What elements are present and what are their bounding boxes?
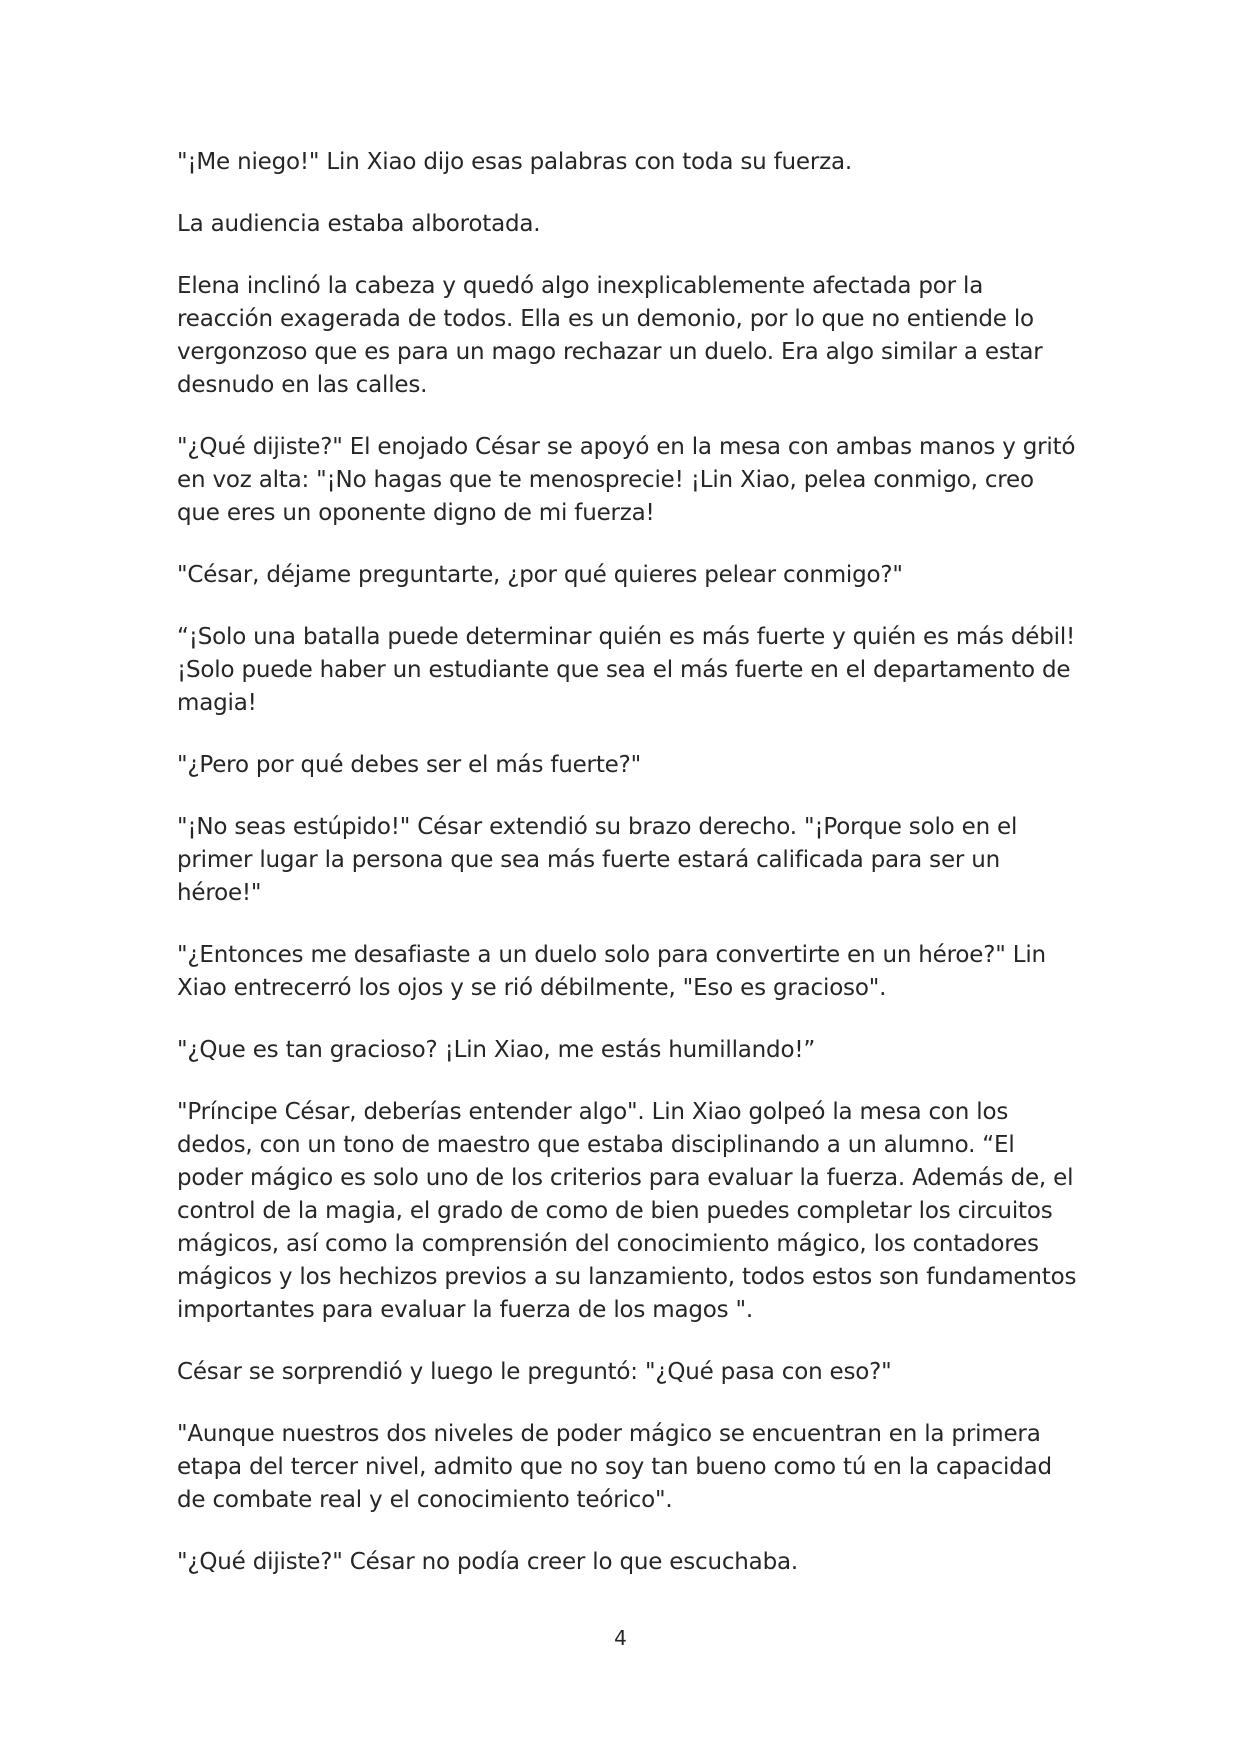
paragraph-3: Elena inclinó la cabeza y quedó algo inexplicablemente afectada por la reacción exagerada de todos. Ella es un demonio, por lo que no entiende lo vergonzoso que es para un mago rechazar un duelo. Era algo similar a estar desnudo en las calles. [177, 273, 1043, 398]
paragraph-5: "César, déjame preguntarte, ¿por qué quieres pelear conmigo?" [177, 562, 903, 588]
paragraph-2: La audiencia estaba alborotada. [177, 211, 541, 237]
paragraph-8: "¡No seas estúpido!" César extendió su brazo derecho. "¡Porque solo en el primer lugar la persona que sea más fuerte estará calificada para ser un héroe!" [177, 814, 1018, 906]
paragraph-11: "Príncipe César, deberías entender algo". Lin Xiao golpeó la mesa con los dedos, con un tono de maestro que estaba disciplinando a un alumno. “El poder mágico es solo uno de los criterios para evaluar la fuerza. Además de, el control de la magia, el grado de como de bien puedes completar los circuitos mágicos, así como la comprensión del conocimiento mágico, los contadores mágicos y los hechizos previos a su lanzamiento, todos estos son fundamentos importantes para evaluar la fuerza de los magos ". [177, 1099, 1077, 1323]
paragraph-9: "¿Entonces me desafiaste a un duelo solo para convertirte en un héroe?" Lin Xiao entrecerró los ojos y se rió débilmente, "Eso es gracioso". [177, 942, 1046, 1001]
paragraph-6: “¡Solo una batalla puede determinar quién es más fuerte y quién es más débil! ¡Solo puede haber un estudiante que sea el más fuerte en el departamento de magia! [177, 624, 1076, 716]
paragraph-1: "¡Me niego!" Lin Xiao dijo esas palabras con toda su fuerza. [177, 149, 852, 175]
paragraph-13: "Aunque nuestros dos niveles de poder mágico se encuentran en la primera etapa del tercer nivel, admito que no soy tan bueno como tú en la capacidad de combate real y el conocimiento teórico". [177, 1421, 1052, 1513]
paragraph-4: "¿Qué dijiste?" El enojado César se apoyó en la mesa con ambas manos y gritó en voz alta: "¡No hagas que te menosprecie! ¡Lin Xiao, pelea conmigo, creo que eres un oponente digno de mi fuerza! [177, 434, 1076, 526]
paragraph-7: "¿Pero por qué debes ser el más fuerte?" [177, 752, 641, 778]
paragraph-12: César se sorprendió y luego le preguntó: "¿Qué pasa con eso?" [177, 1359, 892, 1385]
page-number: 4 [614, 1626, 627, 1650]
body-text [177, 146, 1077, 1608]
paragraph-10: "¿Que es tan gracioso? ¡Lin Xiao, me estás humillando!” [177, 1037, 816, 1063]
paragraph-14: "¿Qué dijiste?" César no podía creer lo que escuchaba. [177, 1549, 798, 1575]
